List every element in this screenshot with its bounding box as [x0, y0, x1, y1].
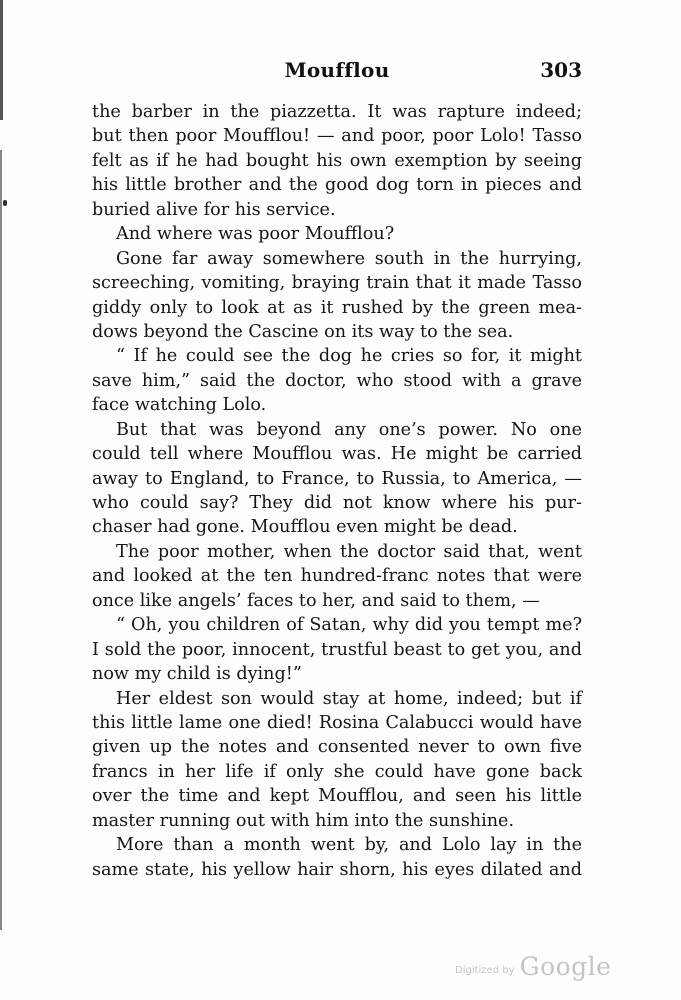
text-line: Her eldest son would stay at home, indeed; but if	[116, 688, 582, 709]
running-title: Moufflou	[284, 58, 390, 82]
running-head	[92, 58, 582, 88]
text-line: And where was poor Moufflou?	[116, 224, 395, 245]
gutter-mark	[3, 200, 7, 206]
text-line: More than a month went by, and Lolo lay in the	[116, 835, 582, 856]
text-line: buried alive for his service.	[92, 199, 336, 220]
text-line: francs in her life if only she could have gone back	[92, 761, 582, 782]
text-line: chaser had gone. Moufflou even might be dead.	[92, 517, 518, 538]
page-gutter-edge	[0, 0, 3, 120]
text-line: dows beyond the Cascine on its way to the sea.	[92, 321, 514, 342]
text-line: this little lame one died! Rosina Calabucci would have	[92, 712, 582, 733]
text-line: his little brother and the good dog torn in pieces and	[92, 175, 582, 196]
text-line: The poor mother, when the doctor said that, went	[116, 541, 582, 562]
page-number: 303	[540, 58, 582, 82]
google-logo: Google	[519, 952, 612, 981]
text-line: same state, his yellow hair shorn, his eyes dilated and	[92, 859, 582, 880]
text-line: But that was beyond any one’s power. No one	[116, 419, 582, 440]
page-gutter-edge	[0, 150, 2, 930]
watermark-prefix: Digitized by	[455, 965, 515, 976]
text-line: given up the notes and consented never to own five	[92, 737, 582, 758]
text-line: face watching Lolo.	[92, 395, 267, 416]
text-line: screeching, vomiting, braying train that it made Tasso	[92, 273, 582, 294]
text-line: “ If he could see the dog he cries so for, it might	[116, 346, 582, 367]
text-line: over the time and kept Moufflou, and seen his little	[92, 786, 582, 807]
digitized-watermark	[455, 952, 611, 981]
text-line: once like angels’ faces to her, and said to them, —	[92, 590, 540, 611]
text-line: giddy only to look at as it rushed by the green mea-	[92, 297, 582, 318]
text-line: who could say? They did not know where his pur-	[92, 493, 582, 513]
text-line: “ Oh, you children of Satan, why did you tempt me?	[116, 615, 582, 636]
text-line: I sold the poor, innocent, trustful beast to get you, and	[92, 639, 582, 660]
body-text	[92, 100, 582, 882]
text-line: away to England, to France, to Russia, to America, —	[92, 468, 582, 489]
text-line: and looked at the ten hundred-franc notes that were	[92, 566, 582, 587]
text-line: but then poor Moufflou! — and poor, poor Lolo! Tasso	[92, 126, 582, 147]
text-line: master running out with him into the sunshine.	[92, 810, 515, 831]
text-line: now my child is dying!”	[92, 664, 302, 685]
text-line: the barber in the piazzetta. It was rapture indeed;	[92, 102, 582, 122]
text-line: save him,” said the doctor, who stood with a grave	[92, 370, 582, 391]
text-line: could tell where Moufflou was. He might be carried	[92, 444, 582, 465]
text-line: Gone far away somewhere south in the hurrying,	[116, 248, 582, 269]
text-line: felt as if he had bought his own exemption by seeing	[92, 150, 582, 171]
